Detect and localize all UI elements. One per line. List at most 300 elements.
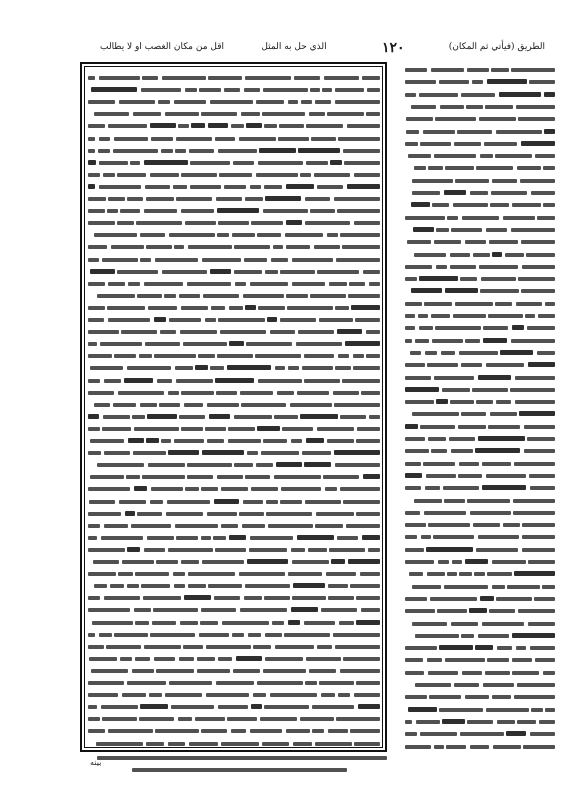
text-run — [90, 439, 124, 443]
text-run — [515, 400, 555, 404]
text-run — [202, 560, 244, 564]
text-run — [104, 379, 121, 383]
page-footer — [82, 752, 387, 778]
text-run — [441, 351, 455, 355]
text-line — [87, 592, 380, 603]
text-run — [405, 486, 421, 490]
text-run — [349, 282, 365, 286]
text-run — [298, 330, 334, 334]
text-run — [161, 149, 173, 153]
text-run — [516, 105, 555, 109]
text-run — [198, 354, 215, 358]
text-run — [304, 621, 335, 625]
text-run — [415, 683, 451, 687]
text-line — [395, 741, 555, 752]
text-run — [268, 524, 313, 528]
text-run — [216, 197, 242, 201]
text-run — [405, 511, 420, 515]
text-run — [273, 245, 283, 249]
text-run — [102, 258, 138, 262]
text-run — [530, 486, 555, 490]
text-run — [514, 462, 555, 466]
text-line — [87, 217, 380, 228]
text-run — [306, 124, 343, 128]
text-run — [304, 354, 334, 358]
text-run — [144, 548, 165, 552]
text-run — [486, 708, 529, 712]
text-run — [478, 535, 519, 539]
text-run — [231, 124, 244, 128]
text-run — [117, 173, 146, 177]
text-line — [87, 254, 380, 265]
text-run — [253, 645, 271, 649]
text-run — [137, 512, 162, 516]
text-run — [428, 437, 446, 441]
text-run — [100, 342, 142, 346]
text-run — [175, 149, 186, 153]
text-run — [519, 411, 555, 416]
text-run — [243, 294, 284, 298]
text-run — [405, 473, 422, 478]
text-run — [434, 745, 444, 749]
text-run — [104, 524, 128, 528]
text-run — [405, 597, 427, 601]
text-run — [108, 282, 125, 286]
text-run — [436, 228, 449, 232]
text-run — [306, 438, 324, 443]
text-run — [312, 729, 324, 733]
text-run — [455, 179, 489, 183]
text-run — [88, 282, 105, 286]
text-run — [301, 100, 312, 104]
text-run — [134, 608, 151, 612]
text-run — [88, 717, 100, 721]
text-run — [90, 475, 124, 479]
text-run — [108, 197, 125, 201]
text-run — [241, 403, 286, 407]
text-run — [412, 412, 459, 416]
text-run — [457, 130, 492, 134]
text-run — [302, 366, 333, 370]
text-run — [168, 548, 213, 552]
text-run — [113, 149, 158, 153]
text-run — [321, 608, 357, 612]
text-run — [528, 622, 555, 626]
text-run — [101, 536, 143, 540]
text-run — [513, 511, 555, 515]
text-line — [395, 716, 555, 727]
text-line — [395, 507, 555, 518]
text-run — [328, 596, 354, 600]
text-line — [87, 471, 380, 482]
text-run — [263, 439, 287, 443]
text-line — [87, 84, 380, 95]
text-run — [242, 524, 265, 528]
text-run — [229, 306, 243, 310]
text-run — [512, 633, 555, 638]
text-run — [132, 768, 347, 772]
text-run — [143, 596, 181, 600]
text-run — [88, 427, 100, 431]
text-run — [207, 439, 224, 443]
text-run — [88, 149, 95, 153]
text-run — [505, 253, 524, 257]
text-run — [292, 258, 333, 262]
text-run — [450, 265, 476, 269]
text-run — [317, 185, 343, 189]
text-run — [306, 657, 341, 661]
text-run — [340, 669, 380, 673]
text-run — [506, 731, 526, 736]
text-line — [395, 408, 555, 419]
text-run — [147, 536, 174, 540]
text-run — [127, 366, 171, 370]
text-run — [145, 185, 170, 189]
text-line — [395, 150, 555, 161]
text-run — [436, 399, 448, 404]
text-line — [395, 335, 555, 346]
text-run — [543, 671, 555, 675]
text-run — [460, 277, 477, 281]
text-run — [428, 166, 443, 170]
text-run — [516, 302, 542, 306]
text-run — [211, 306, 225, 310]
text-run — [542, 585, 555, 589]
text-run — [150, 633, 195, 637]
text-run — [235, 282, 246, 286]
text-run — [496, 400, 511, 404]
text-run — [263, 88, 308, 92]
text-run — [486, 363, 524, 367]
text-run — [466, 105, 483, 109]
text-run — [423, 462, 455, 466]
text-run — [348, 559, 380, 564]
text-run — [421, 535, 431, 539]
text-line — [87, 314, 380, 325]
text-run — [279, 124, 304, 128]
text-run — [94, 233, 137, 237]
text-run — [405, 449, 429, 453]
text-run — [209, 414, 230, 419]
text-run — [250, 729, 282, 733]
text-run — [144, 645, 181, 649]
text-line — [395, 372, 555, 383]
text-line — [395, 273, 555, 284]
text-run — [454, 683, 479, 687]
text-run — [354, 693, 380, 697]
text-run — [484, 142, 517, 146]
text-run — [167, 500, 210, 504]
text-run — [517, 166, 541, 170]
text-run — [158, 100, 170, 104]
text-run — [131, 524, 171, 528]
text-line — [87, 532, 380, 543]
text-run — [178, 717, 192, 721]
text-run — [270, 693, 317, 697]
text-run — [297, 535, 334, 540]
text-line — [395, 113, 555, 124]
text-run — [102, 427, 131, 431]
text-run — [486, 474, 526, 478]
text-run — [178, 124, 189, 128]
text-run — [474, 572, 485, 576]
text-run — [263, 669, 306, 673]
text-run — [88, 342, 97, 346]
text-run — [537, 216, 555, 220]
text-run — [94, 403, 110, 407]
text-run — [206, 693, 249, 697]
text-line — [395, 642, 555, 653]
text-line — [87, 108, 380, 119]
text-run — [168, 742, 185, 746]
text-run — [491, 191, 527, 195]
text-line — [395, 421, 555, 432]
text-run — [492, 252, 502, 257]
text-run — [467, 499, 510, 503]
text-run — [492, 179, 517, 183]
text-line — [395, 495, 555, 506]
text-run — [215, 137, 235, 141]
text-run — [133, 451, 166, 455]
text-run — [453, 314, 486, 318]
text-run — [207, 403, 239, 407]
text-run — [197, 657, 215, 661]
text-run — [250, 282, 288, 286]
text-run — [107, 209, 118, 213]
text-run — [120, 209, 140, 213]
text-run — [88, 596, 100, 600]
text-line — [395, 581, 555, 592]
text-line — [395, 384, 555, 395]
text-run — [108, 124, 147, 128]
text-run — [159, 403, 180, 407]
text-run — [146, 438, 159, 443]
text-run — [140, 704, 168, 709]
text-run — [438, 560, 449, 564]
text-run — [234, 245, 270, 249]
text-line — [395, 445, 555, 456]
text-run — [488, 314, 523, 318]
text-run — [89, 657, 117, 661]
text-run — [488, 425, 520, 429]
text-run — [132, 415, 145, 419]
text-run — [153, 608, 198, 612]
text-line — [395, 593, 555, 604]
text-run — [88, 160, 96, 165]
text-run — [520, 179, 555, 183]
text-run — [88, 306, 105, 310]
text-run — [284, 633, 330, 637]
text-run — [537, 351, 555, 355]
text-run — [206, 645, 251, 649]
text-run — [185, 221, 216, 225]
text-run — [312, 705, 354, 709]
text-run — [246, 342, 292, 346]
text-run — [265, 270, 278, 274]
text-run — [437, 609, 467, 613]
text-run — [369, 282, 380, 286]
text-run — [169, 233, 215, 237]
text-run — [478, 634, 509, 638]
text-run — [145, 342, 180, 346]
text-run — [91, 87, 137, 92]
text-run — [483, 683, 514, 687]
text-run — [333, 633, 380, 637]
text-run — [503, 523, 520, 527]
text-run — [469, 608, 487, 613]
text-run — [88, 512, 121, 516]
text-run — [142, 76, 158, 80]
text-run — [317, 270, 359, 274]
text-run — [127, 681, 166, 685]
text-run — [181, 173, 217, 177]
text-run — [264, 705, 309, 709]
text-line — [87, 338, 380, 349]
text-run — [222, 621, 269, 625]
text-run — [151, 137, 173, 141]
text-run — [162, 270, 207, 274]
text-run — [310, 88, 320, 92]
text-run — [119, 100, 155, 104]
text-run — [107, 306, 145, 310]
text-run — [499, 92, 541, 97]
text-run — [338, 354, 349, 358]
text-run — [405, 462, 421, 466]
text-run — [405, 424, 418, 429]
text-run — [216, 681, 254, 685]
text-run — [291, 439, 302, 443]
text-run — [405, 68, 427, 72]
text-run — [405, 142, 418, 146]
page-header — [82, 40, 547, 62]
text-run — [436, 265, 447, 269]
text-run — [521, 289, 555, 293]
text-run — [529, 80, 555, 84]
text-run — [411, 288, 442, 293]
text-run — [156, 560, 178, 564]
text-run — [175, 524, 218, 528]
text-run — [144, 209, 177, 213]
text-run — [166, 512, 203, 516]
text-run — [135, 621, 149, 625]
text-run — [147, 414, 177, 419]
text-run — [88, 197, 106, 201]
text-run — [343, 657, 380, 661]
text-run — [139, 354, 152, 358]
text-run — [181, 306, 208, 310]
text-run — [487, 572, 512, 576]
text-run — [334, 450, 380, 455]
text-run — [224, 185, 246, 189]
text-run — [465, 695, 489, 699]
text-run — [420, 732, 457, 736]
text-run — [92, 621, 133, 625]
text-run — [210, 366, 224, 370]
text-run — [412, 179, 453, 183]
text-line — [87, 362, 380, 373]
text-run — [244, 258, 267, 262]
text-run — [250, 185, 261, 189]
text-run — [150, 123, 176, 128]
text-run — [258, 379, 302, 383]
text-line — [87, 399, 380, 410]
text-run — [217, 354, 253, 358]
text-run — [487, 658, 509, 662]
text-run — [489, 240, 518, 244]
text-run — [354, 221, 380, 225]
text-run — [529, 474, 555, 478]
text-run — [176, 197, 212, 201]
text-run — [270, 330, 295, 334]
text-run — [249, 548, 287, 552]
text-run — [518, 609, 555, 613]
text-run — [88, 245, 107, 249]
text-run — [103, 173, 115, 177]
text-run — [300, 717, 334, 721]
text-run — [132, 669, 154, 673]
text-run — [405, 302, 422, 306]
text-run — [345, 341, 380, 346]
text-run — [411, 202, 430, 207]
text-run — [405, 326, 415, 330]
text-run — [286, 245, 310, 249]
text-run — [201, 608, 236, 612]
text-run — [453, 203, 488, 207]
text-run — [405, 265, 432, 269]
text-run — [188, 245, 232, 249]
text-run — [458, 425, 486, 429]
text-line — [87, 411, 380, 422]
text-run — [523, 745, 555, 749]
text-run — [218, 221, 249, 225]
text-run — [413, 227, 434, 232]
text-run — [253, 693, 266, 697]
text-run — [366, 112, 380, 116]
text-run — [181, 560, 199, 564]
text-run — [362, 76, 380, 80]
text-run — [94, 112, 129, 116]
text-run — [522, 523, 555, 527]
text-run — [483, 338, 507, 343]
text-run — [470, 745, 489, 749]
text-run — [127, 547, 140, 552]
text-run — [346, 524, 380, 528]
text-run — [340, 415, 366, 419]
text-run — [202, 258, 241, 262]
text-run — [184, 403, 203, 407]
text-run — [329, 282, 347, 286]
text-run — [306, 161, 328, 165]
text-line — [87, 96, 380, 107]
text-run — [293, 583, 325, 588]
text-run — [362, 535, 380, 540]
text-run — [175, 366, 193, 370]
text-run — [88, 524, 100, 528]
text-run — [245, 305, 256, 310]
text-run — [160, 330, 176, 334]
text-run — [125, 511, 135, 516]
text-line — [395, 630, 555, 641]
text-run — [88, 414, 99, 419]
text-run — [497, 720, 515, 724]
text-run — [481, 277, 516, 281]
text-run — [121, 330, 157, 334]
text-run — [262, 742, 289, 746]
text-run — [280, 500, 302, 504]
text-run — [355, 318, 380, 322]
text-run — [435, 117, 476, 121]
text-run — [450, 400, 474, 404]
